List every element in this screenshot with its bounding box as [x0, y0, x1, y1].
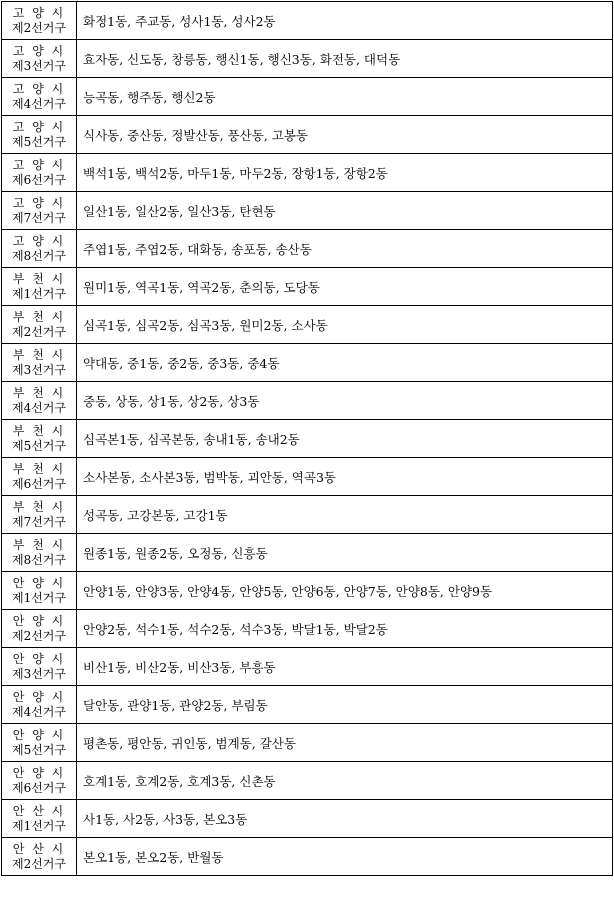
city-name: 안 양 시	[12, 727, 66, 742]
table-row	[2, 154, 613, 192]
table-row	[2, 610, 613, 648]
district-label: 제3선거구	[11, 666, 66, 681]
table-row	[2, 230, 613, 268]
city-name: 안 양 시	[12, 651, 66, 666]
district-label: 제4선거구	[11, 96, 66, 111]
city-name: 고 양 시	[12, 81, 66, 96]
city-name: 부 천 시	[12, 461, 66, 476]
dong-list-cell: 심곡본1동, 심곡본동, 송내1동, 송내2동	[77, 420, 613, 458]
district-label: 제5선거구	[11, 742, 66, 757]
district-name-cell	[2, 306, 77, 344]
district-label: 제4선거구	[11, 400, 66, 415]
city-name: 안 양 시	[12, 765, 66, 780]
table-row	[2, 116, 613, 154]
district-label: 제1선거구	[11, 590, 66, 605]
district-name-cell	[2, 230, 77, 268]
district-name-cell	[2, 572, 77, 610]
district-name-cell	[2, 648, 77, 686]
city-name: 부 천 시	[12, 499, 66, 514]
city-name: 부 천 시	[12, 537, 66, 552]
district-label: 제6선거구	[11, 172, 66, 187]
dong-list-cell: 비산1동, 비산2동, 비산3동, 부흥동	[77, 648, 613, 686]
dong-list-cell: 주엽1동, 주엽2동, 대화동, 송포동, 송산동	[77, 230, 613, 268]
district-name-cell	[2, 762, 77, 800]
dong-list-cell: 화정1동, 주교동, 성사1동, 성사2동	[77, 2, 613, 40]
table-row	[2, 382, 613, 420]
district-name-cell	[2, 724, 77, 762]
district-label: 제3선거구	[11, 362, 66, 377]
dong-list-cell: 일산1동, 일산2동, 일산3동, 탄현동	[77, 192, 613, 230]
district-label: 제6선거구	[11, 780, 66, 795]
city-name: 부 천 시	[12, 309, 66, 324]
district-label: 제2선거구	[11, 856, 66, 871]
dong-list-cell: 중동, 상동, 상1동, 상2동, 상3동	[77, 382, 613, 420]
district-label: 제1선거구	[11, 818, 66, 833]
district-name-cell	[2, 610, 77, 648]
dong-list-cell: 평촌동, 평안동, 귀인동, 범계동, 갈산동	[77, 724, 613, 762]
district-label: 제1선거구	[11, 286, 66, 301]
district-label: 제2선거구	[11, 20, 66, 35]
city-name: 고 양 시	[12, 43, 66, 58]
table-row	[2, 800, 613, 838]
district-name-cell	[2, 382, 77, 420]
table-row	[2, 458, 613, 496]
city-name: 안 산 시	[12, 803, 66, 818]
district-table-body	[2, 2, 613, 876]
district-name-cell	[2, 800, 77, 838]
district-name-cell	[2, 268, 77, 306]
district-name-cell	[2, 686, 77, 724]
dong-list-cell: 호계1동, 호계2동, 호계3동, 신촌동	[77, 762, 613, 800]
city-name: 안 양 시	[12, 689, 66, 704]
table-row	[2, 838, 613, 876]
dong-list-cell: 능곡동, 행주동, 행신2동	[77, 78, 613, 116]
city-name: 고 양 시	[12, 5, 66, 20]
district-label: 제8선거구	[11, 552, 66, 567]
district-label: 제7선거구	[11, 514, 66, 529]
district-name-cell	[2, 344, 77, 382]
table-row	[2, 534, 613, 572]
dong-list-cell: 소사본동, 소사본3동, 범박동, 괴안동, 역곡3동	[77, 458, 613, 496]
district-name-cell	[2, 116, 77, 154]
district-name-cell	[2, 496, 77, 534]
district-table	[1, 1, 613, 876]
district-name-cell	[2, 192, 77, 230]
district-name-cell	[2, 838, 77, 876]
city-name: 부 천 시	[12, 423, 66, 438]
dong-list-cell: 본오1동, 본오2동, 반월동	[77, 838, 613, 876]
table-row	[2, 344, 613, 382]
table-row	[2, 2, 613, 40]
dong-list-cell: 달안동, 관양1동, 관양2동, 부림동	[77, 686, 613, 724]
table-row	[2, 78, 613, 116]
district-name-cell	[2, 78, 77, 116]
city-name: 부 천 시	[12, 385, 66, 400]
city-name: 고 양 시	[12, 195, 66, 210]
table-row	[2, 268, 613, 306]
district-name-cell	[2, 40, 77, 78]
dong-list-cell: 원미1동, 역곡1동, 역곡2동, 춘의동, 도당동	[77, 268, 613, 306]
district-label: 제7선거구	[11, 210, 66, 225]
table-row	[2, 762, 613, 800]
city-name: 고 양 시	[12, 157, 66, 172]
city-name: 고 양 시	[12, 119, 66, 134]
district-label: 제2선거구	[11, 628, 66, 643]
district-label: 제6선거구	[11, 476, 66, 491]
city-name: 고 양 시	[12, 233, 66, 248]
table-row	[2, 40, 613, 78]
table-row	[2, 724, 613, 762]
dong-list-cell: 식사동, 중산동, 정발산동, 풍산동, 고봉동	[77, 116, 613, 154]
dong-list-cell: 원종1동, 원종2동, 오정동, 신흥동	[77, 534, 613, 572]
table-row	[2, 686, 613, 724]
district-name-cell	[2, 420, 77, 458]
table-row	[2, 496, 613, 534]
city-name: 부 천 시	[12, 271, 66, 286]
district-label: 제4선거구	[11, 704, 66, 719]
district-label: 제2선거구	[11, 324, 66, 339]
dong-list-cell: 안양2동, 석수1동, 석수2동, 석수3동, 박달1동, 박달2동	[77, 610, 613, 648]
city-name: 안 산 시	[12, 841, 66, 856]
district-name-cell	[2, 458, 77, 496]
dong-list-cell: 사1동, 사2동, 사3동, 본오3동	[77, 800, 613, 838]
table-row	[2, 306, 613, 344]
district-name-cell	[2, 534, 77, 572]
district-label: 제5선거구	[11, 134, 66, 149]
dong-list-cell: 효자동, 신도동, 창릉동, 행신1동, 행신3동, 화전동, 대덕동	[77, 40, 613, 78]
dong-list-cell: 심곡1동, 심곡2동, 심곡3동, 원미2동, 소사동	[77, 306, 613, 344]
table-row	[2, 192, 613, 230]
district-name-cell	[2, 154, 77, 192]
district-name-cell	[2, 2, 77, 40]
dong-list-cell: 약대동, 중1동, 중2동, 중3동, 중4동	[77, 344, 613, 382]
city-name: 안 양 시	[12, 575, 66, 590]
district-label: 제8선거구	[11, 248, 66, 263]
dong-list-cell: 성곡동, 고강본동, 고강1동	[77, 496, 613, 534]
dong-list-cell: 백석1동, 백석2동, 마두1동, 마두2동, 장항1동, 장항2동	[77, 154, 613, 192]
table-row	[2, 420, 613, 458]
dong-list-cell: 안양1동, 안양3동, 안양4동, 안양5동, 안양6동, 안양7동, 안양8동, 안양9동	[77, 572, 613, 610]
district-label: 제5선거구	[11, 438, 66, 453]
district-label: 제3선거구	[11, 58, 66, 73]
city-name: 안 양 시	[12, 613, 66, 628]
table-row	[2, 572, 613, 610]
table-row	[2, 648, 613, 686]
city-name: 부 천 시	[12, 347, 66, 362]
